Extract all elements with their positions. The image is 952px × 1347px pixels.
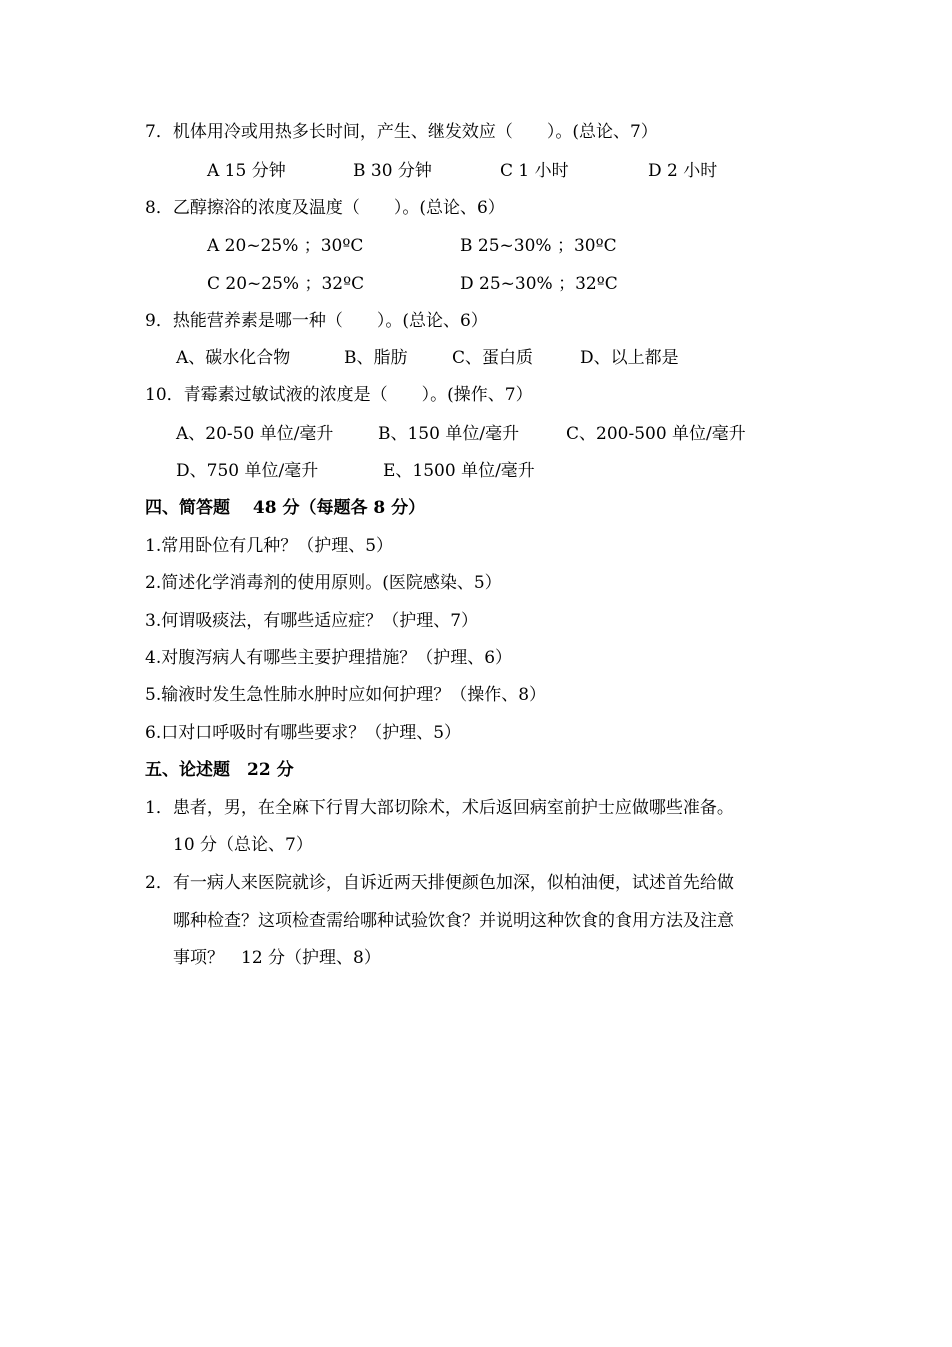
question-10-option-d: D、750 单位/毫升	[176, 461, 319, 481]
question-9-option-b: B、脂肪	[344, 348, 408, 368]
question-10-option-c: C、200-500 单位/毫升	[566, 424, 746, 444]
question-8-option-b: B 25~30% ；30ºC	[460, 236, 617, 256]
section-4-item-3: 3.何谓吸痰法，有哪些适应症？（护理、7）	[145, 611, 479, 631]
question-7-option-d: D 2 小时	[648, 161, 718, 181]
question-10-stem: 10．青霉素过敏试液的浓度是（ ）。(操作、7）	[145, 385, 533, 405]
question-7-stem: 7．机体用冷或用热多长时间，产生、继发效应（ ）。(总论、7）	[145, 122, 658, 142]
question-10-option-e: E、1500 单位/毫升	[383, 461, 535, 481]
section-4-item-5: 5.输液时发生急性肺水肿时应如何护理？（操作、8）	[145, 685, 547, 705]
question-8-option-d: D 25~30% ；32ºC	[460, 274, 618, 294]
section-4-item-1: 1.常用卧位有几种？（护理、5）	[145, 536, 394, 556]
section-4-item-4: 4.对腹泻病人有哪些主要护理措施？（护理、6）	[145, 648, 513, 668]
question-7-option-a: A 15 分钟	[207, 161, 286, 181]
section-5-q2-line-3: 事项？ 12 分（护理、8）	[173, 948, 381, 968]
section-5-q2-line-1: 2．有一病人来医院就诊，自诉近两天排便颜色加深，似柏油便，试述首先给做	[145, 873, 734, 893]
section-4-item-6: 6.口对口呼吸时有哪些要求？（护理、5）	[145, 723, 462, 743]
question-9-stem: 9．热能营养素是哪一种（ ）。(总论、6）	[145, 311, 488, 331]
section-5-q2-line-2: 哪种检查？这项检查需给哪种试验饮食？并说明这种饮食的食用方法及注意	[173, 911, 734, 931]
section-5-heading: 五、论述题 22 分	[145, 760, 294, 780]
question-7-option-b: B 30 分钟	[353, 161, 432, 181]
section-4-heading: 四、简答题 48 分（每题各 8 分）	[145, 498, 426, 518]
question-8-option-c: C 20~25% ；32ºC	[207, 274, 365, 294]
question-9-option-c: C、蛋白质	[452, 348, 534, 368]
question-8-option-a: A 20~25% ；30ºC	[207, 236, 364, 256]
question-10-option-a: A、20-50 单位/毫升	[176, 424, 334, 444]
section-5-q1-line-2: 10 分（总论、7）	[173, 835, 313, 855]
question-9-option-a: A、碳水化合物	[176, 348, 291, 368]
section-4-item-2: 2.简述化学消毒剂的使用原则。(医院感染、5）	[145, 573, 502, 593]
section-5-q1-line-1: 1．患者，男，在全麻下行胃大部切除术，术后返回病室前护士应做哪些准备。	[145, 798, 734, 818]
question-7-option-c: C 1 小时	[500, 161, 569, 181]
question-9-option-d: D、以上都是	[580, 348, 679, 368]
question-10-option-b: B、150 单位/毫升	[378, 424, 520, 444]
question-8-stem: 8．乙醇擦浴的浓度及温度（ ）。(总论、6）	[145, 198, 505, 218]
